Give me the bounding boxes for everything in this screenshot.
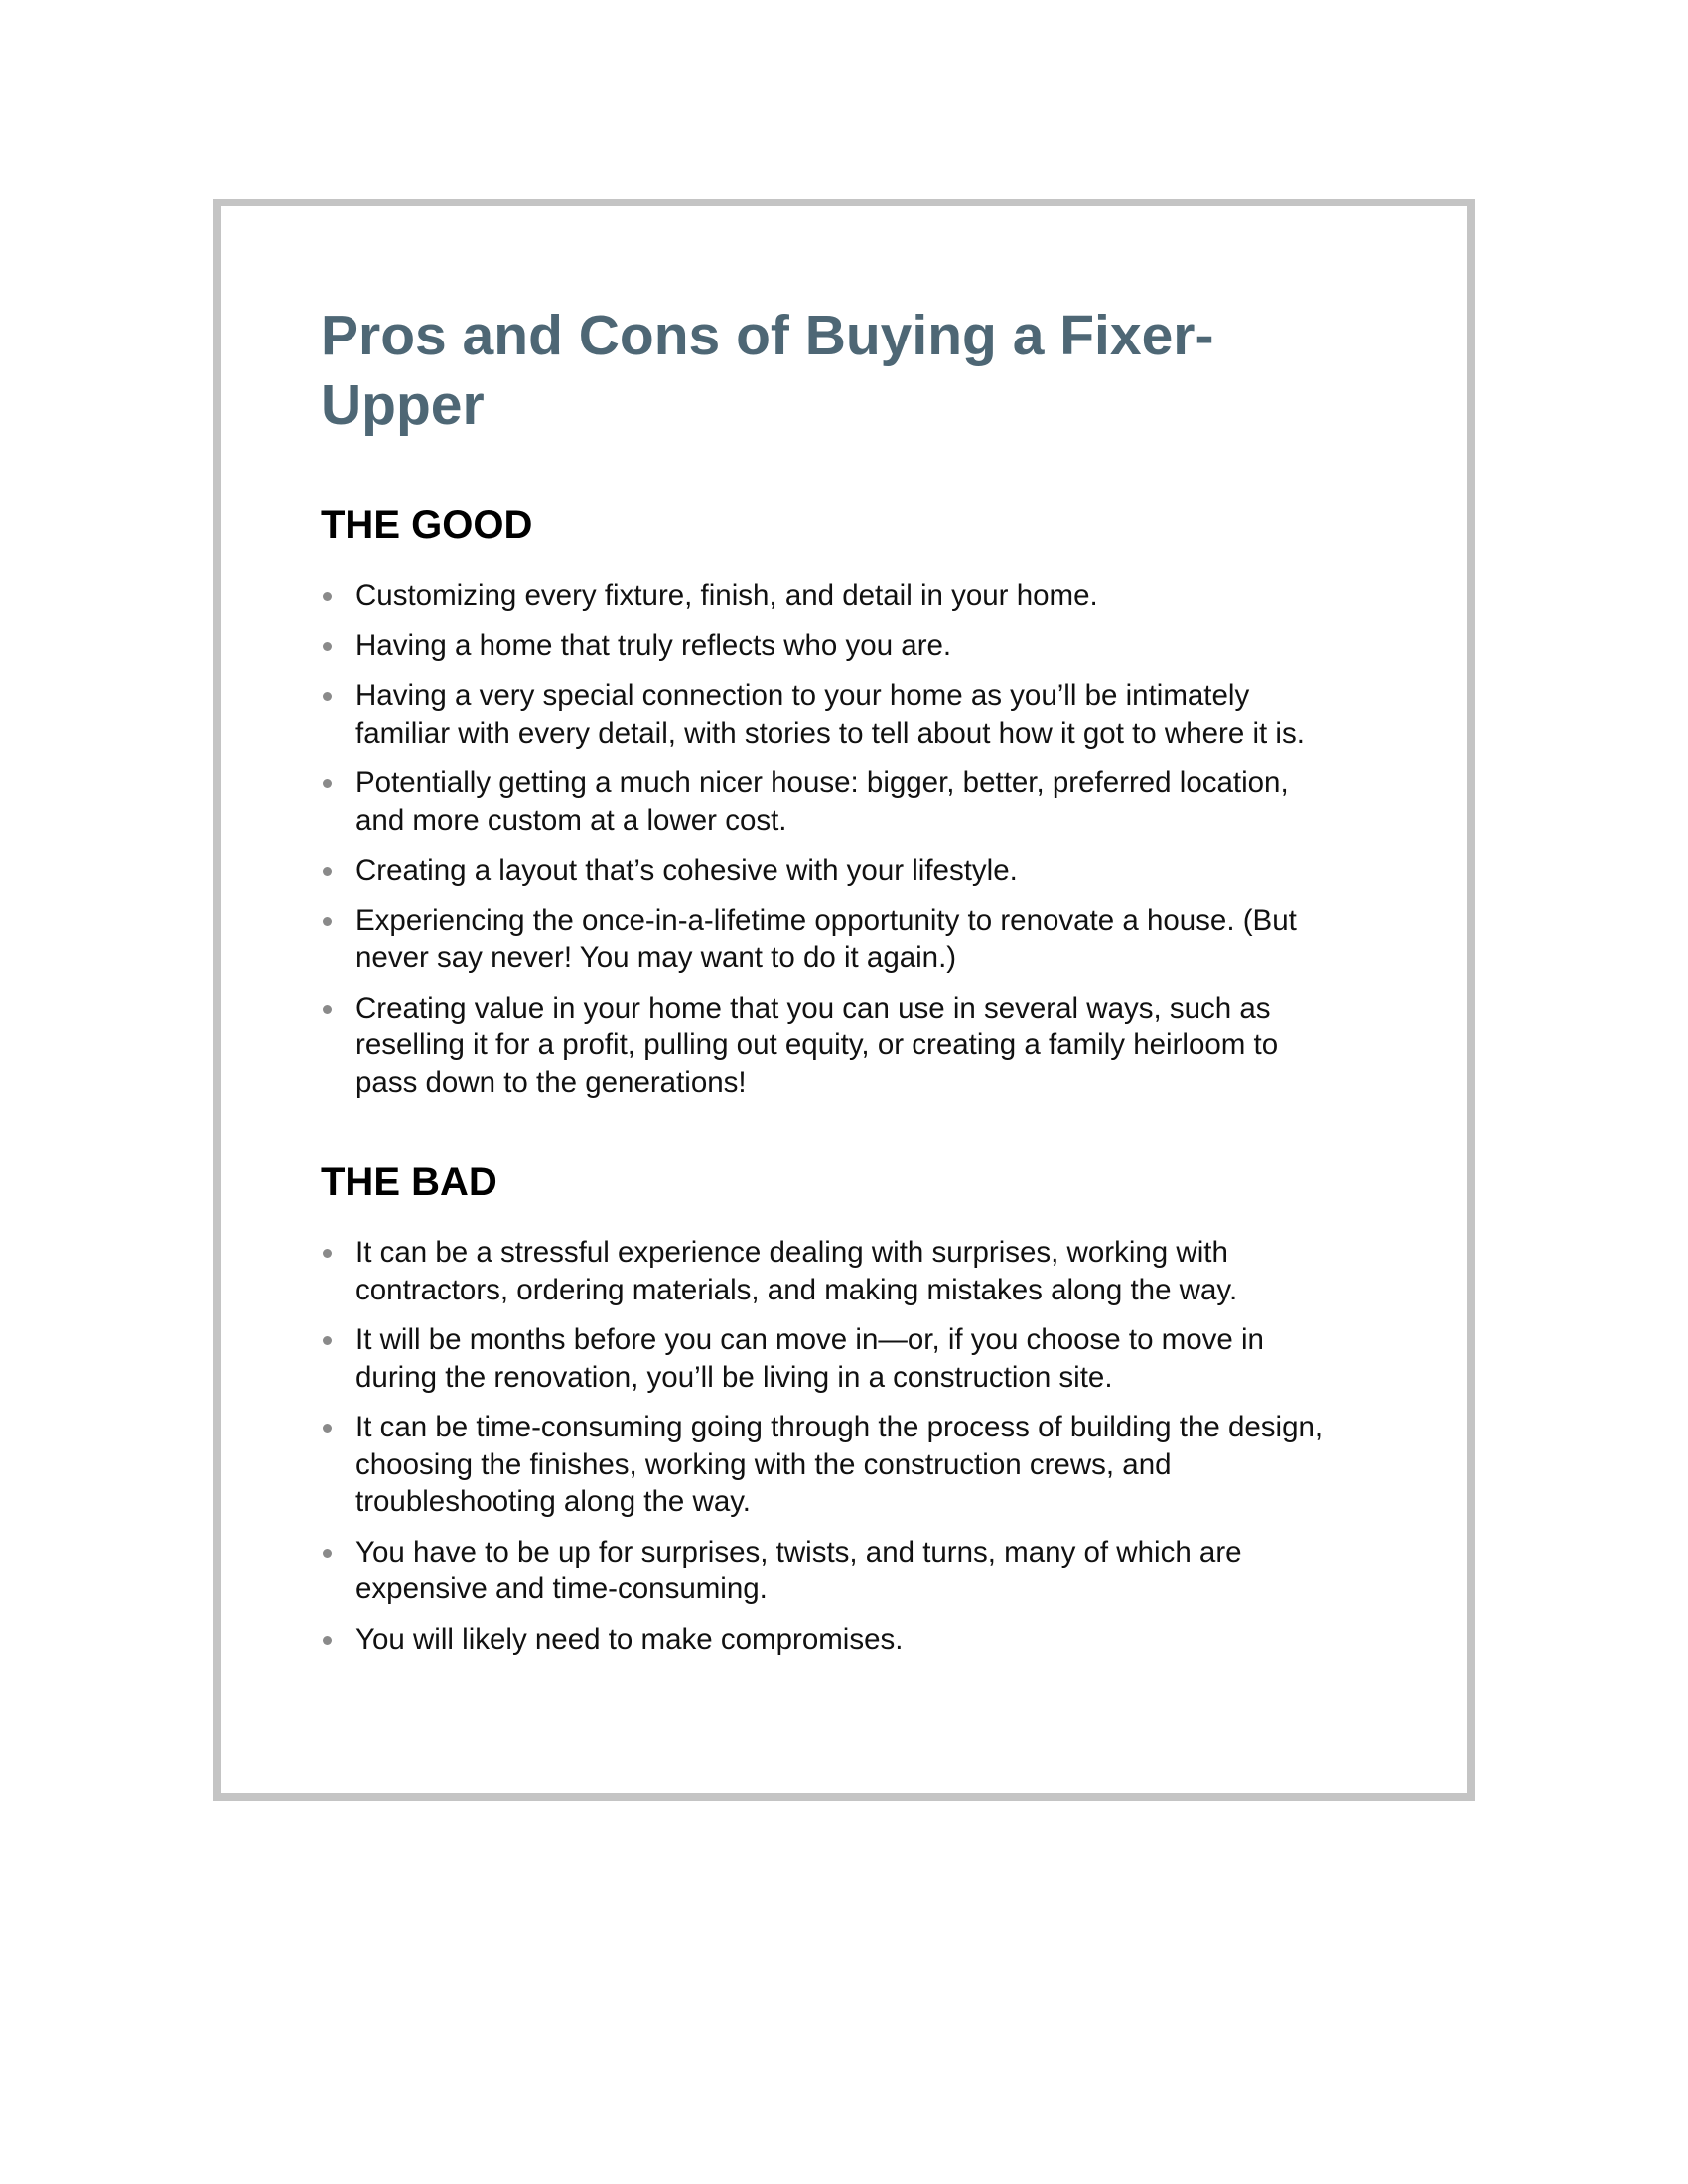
bullet-icon [323,592,332,601]
list-item [321,764,1324,839]
bullet-icon [323,917,332,926]
list-item-text: Experiencing the once-in-a-lifetime opportunity to renovate a house. (But never say never! You may want to do it again.) [355,903,1297,974]
list-item [321,1534,1324,1608]
bullet-icon [323,642,332,651]
list-item [321,852,1324,889]
list-item [321,1621,1324,1659]
list-item [321,990,1324,1102]
list-item-text: You have to be up for surprises, twists, and turns, many of which are expensive and time-consuming. [355,1535,1242,1605]
list-item [321,1321,1324,1396]
list-item [321,902,1324,977]
list-item-text: Customizing every fixture, finish, and detail in your home. [355,579,1098,612]
list-item [321,677,1324,751]
list-item-text: Having a very special connection to your home as you’ll be intimately familiar with every detail, with stories to tell about how it got to where it is. [355,679,1305,750]
good-list [321,577,1324,1101]
bullet-icon [323,1005,332,1014]
list-item-text: You will likely need to make compromises. [355,1622,904,1656]
section-heading-bad: THE BAD [321,1160,497,1204]
bullet-icon [323,692,332,701]
list-item-text: It will be months before you can move in—or, if you choose to move in during the renovation, you’ll be living in a construction site. [355,1323,1264,1394]
list-item-text: Creating a layout that’s cohesive with your lifestyle. [355,854,1018,887]
bullet-icon [323,1249,332,1258]
list-item-text: Potentially getting a much nicer house: bigger, better, preferred location, and more custom at a lower cost. [355,766,1289,837]
list-item-text: Having a home that truly reflects who you are. [355,628,952,662]
bullet-icon [323,1636,332,1645]
list-item-text: It can be a stressful experience dealing with surprises, working with contractors, ordering materials, and making mistakes along the way. [355,1236,1238,1306]
list-item-text: It can be time-consuming going through the process of building the design, choosing the finishes, working with the construction crews, and troubleshooting along the way. [355,1411,1324,1518]
sidebar-box [213,199,1475,1801]
list-item [321,1409,1324,1521]
section-heading-good: THE GOOD [321,503,533,547]
list-item-text: Creating value in your home that you can use in several ways, such as reselling it for a profit, pulling out equity, or creating a family heirloom to pass down to the generations! [355,991,1279,1099]
page-title: Pros and Cons of Buying a Fixer-Upper [321,304,1214,437]
list-item [321,627,1324,665]
bullet-icon [323,1549,332,1558]
bullet-icon [323,779,332,788]
bullet-icon [323,867,332,876]
bullet-icon [323,1336,332,1345]
list-item [321,577,1324,614]
bullet-icon [323,1424,332,1433]
sidebar-content [321,301,1324,1671]
list-item [321,1234,1324,1308]
bad-list [321,1234,1324,1658]
